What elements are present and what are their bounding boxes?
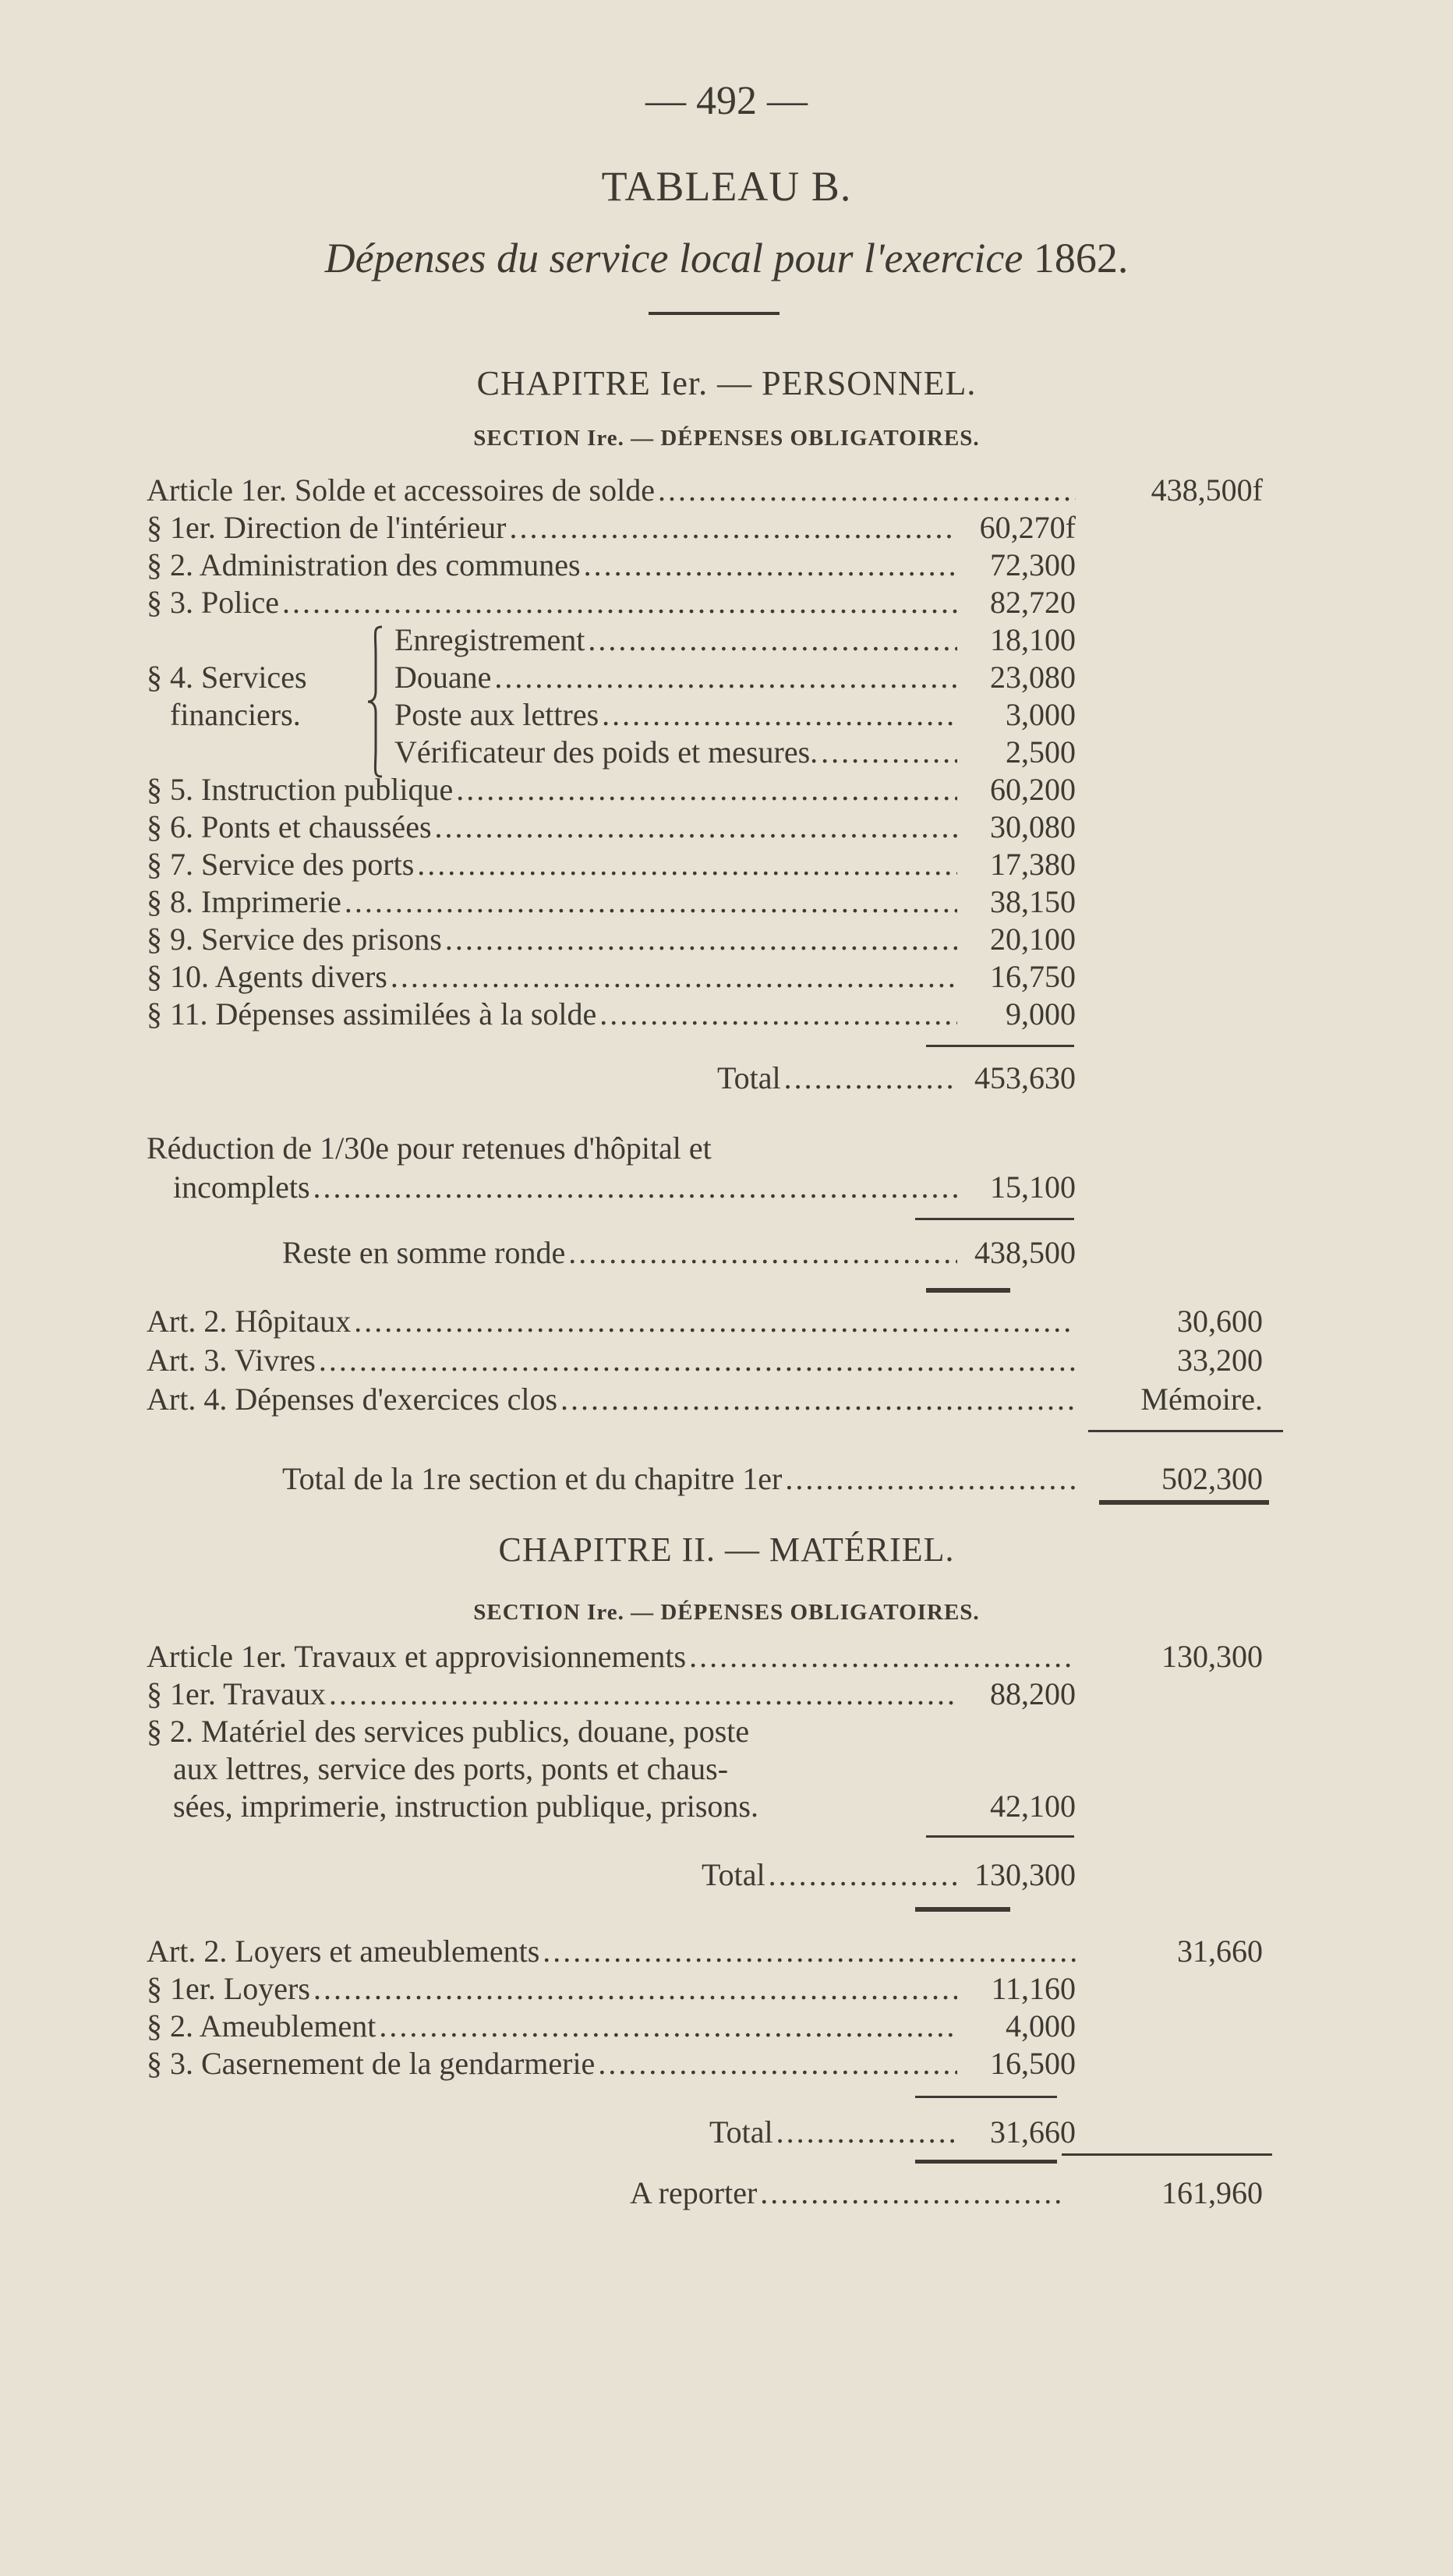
c1-item-value: 72,300 <box>990 547 1076 582</box>
c1-total-value: 453,630 <box>974 1060 1076 1095</box>
c1-item-value: 60,270f <box>979 510 1076 545</box>
c1-item-label: § 10. Agents divers <box>147 959 387 994</box>
subtitle-text: Dépenses du service local pour l'exercice <box>324 235 1023 281</box>
leader-dots <box>494 658 957 697</box>
leader-dots <box>560 1380 1076 1419</box>
services-row-value: 3,000 <box>1006 697 1076 732</box>
services-financiers-label-2: financiers. <box>170 697 301 732</box>
leader-dots <box>319 1341 1076 1380</box>
subtotal-rule <box>1088 1430 1283 1432</box>
c2-materiel-value: 42,100 <box>990 1789 1076 1824</box>
c1-reduction-label: incomplets <box>173 1169 310 1205</box>
subtotal-rule <box>926 1835 1074 1838</box>
c1-art-value: 33,200 <box>1177 1343 1263 1378</box>
c1-reduction-line1: Réduction de 1/30e pour retenues d'hôpital et <box>147 1131 712 1166</box>
c1-item-value: 9,000 <box>1006 996 1076 1031</box>
double-rule <box>926 1288 1010 1293</box>
c1-item-value: 20,100 <box>990 922 1076 957</box>
double-rule <box>915 1907 1010 1912</box>
c2-report-label: A reporter <box>630 2175 758 2210</box>
leader-dots <box>435 808 957 847</box>
c1-item-value: 60,200 <box>990 772 1076 807</box>
services-row-label: Enregistrement <box>394 622 585 657</box>
c2-item-value: 16,500 <box>990 2046 1076 2081</box>
c1-item-label: § 1er. Direction de l'intérieur <box>147 510 507 545</box>
leader-dots <box>391 957 957 996</box>
leader-dots <box>313 1168 957 1207</box>
leader-dots <box>689 1637 1076 1676</box>
c2-item-value: 11,160 <box>991 1971 1076 2006</box>
leader-dots <box>345 883 957 922</box>
subtotal-rule <box>915 1218 1074 1220</box>
c1-article-1-value: 438,500f <box>1151 472 1263 508</box>
c2-item-value: 4,000 <box>1006 2008 1076 2043</box>
title-rule <box>649 312 780 315</box>
double-rule <box>1099 1500 1269 1505</box>
c2-materiel-line2: aux lettres, service des ports, ponts et chaus- <box>173 1751 729 1786</box>
chapter-2-heading: CHAPITRE II. — MATÉRIEL. <box>498 1530 955 1569</box>
c1-item-label: § 6. Ponts et chaussées <box>147 809 432 844</box>
c1-item-value: 17,380 <box>990 847 1076 882</box>
c2-total1-value: 130,300 <box>974 1857 1076 1892</box>
c1-art-value: Mémoire. <box>1140 1382 1263 1417</box>
double-rule <box>915 2160 1057 2164</box>
c1-item-label: § 3. Police <box>147 585 279 620</box>
subtotal-rule <box>926 1045 1074 1047</box>
c2-total2-value: 31,660 <box>990 2114 1076 2150</box>
leader-dots <box>456 770 957 809</box>
c2-report-value: 161,960 <box>1161 2175 1263 2210</box>
c2-item-label: § 2. Ameublement <box>147 2008 377 2043</box>
c1-art-label: Art. 4. Dépenses d'exercices clos <box>147 1382 558 1417</box>
c1-item-label: § 5. Instruction publique <box>147 772 454 807</box>
leader-dots <box>760 2174 1063 2213</box>
services-financiers-label-1: § 4. Services <box>147 660 307 695</box>
services-row-label: Douane <box>394 660 492 695</box>
c1-item-label: § 11. Dépenses assimilées à la solde <box>147 996 597 1031</box>
c1-total-label: Total <box>717 1060 781 1095</box>
c1-art-label: Art. 2. Hôpitaux <box>147 1304 352 1339</box>
c1-art-label: Art. 3. Vivres <box>147 1343 316 1378</box>
c1-item-value: 16,750 <box>990 959 1076 994</box>
services-row-value: 2,500 <box>1006 734 1076 770</box>
page-subtitle <box>0 234 1453 282</box>
leader-dots <box>445 920 957 959</box>
leader-dots <box>329 1675 957 1714</box>
leader-dots <box>417 845 957 884</box>
c2-item-label: § 3. Casernement de la gendarmerie <box>147 2046 596 2081</box>
services-row-label: Poste aux lettres <box>394 697 599 732</box>
leader-dots <box>379 2007 957 2046</box>
c2-art2-value: 31,660 <box>1177 1934 1263 1969</box>
curly-brace-icon <box>365 624 387 780</box>
c1-item-value: 38,150 <box>990 884 1076 919</box>
c2-total1-label: Total <box>702 1857 765 1892</box>
c1-grand-total-value: 502,300 <box>1161 1461 1263 1496</box>
subtitle-year: 1862. <box>1033 235 1129 281</box>
c1-reduction-value: 15,100 <box>990 1169 1076 1205</box>
c1-item-value: 82,720 <box>990 585 1076 620</box>
c1-item-label: § 9. Service des prisons <box>147 922 442 957</box>
c2-art2-label: Art. 2. Loyers et ameublements <box>147 1934 540 1969</box>
leader-dots <box>658 471 1076 510</box>
c2-total2-label: Total <box>709 2114 773 2150</box>
c1-item-value: 30,080 <box>990 809 1076 844</box>
c1-item-label: § 2. Administration des communes <box>147 547 581 582</box>
leader-dots <box>313 1969 957 2008</box>
c2-materiel-line1: § 2. Matériel des services publics, douane, poste <box>147 1714 750 1749</box>
page-title: TABLEAU B. <box>601 163 852 210</box>
leader-dots <box>543 1932 1076 1971</box>
c1-art-value: 30,600 <box>1177 1304 1263 1339</box>
c2-item-label: § 1er. Loyers <box>147 1971 310 2006</box>
c2-article-1-value: 130,300 <box>1161 1639 1263 1674</box>
chapter-1-heading: CHAPITRE Ier. — PERSONNEL. <box>476 364 977 402</box>
subtotal-rule <box>1062 2153 1272 2156</box>
leader-dots <box>354 1302 1076 1341</box>
leader-dots <box>282 583 957 622</box>
c1-item-label: § 7. Service des ports <box>147 847 415 882</box>
chapter-1-section-heading: SECTION Ire. — DÉPENSES OBLIGATOIRES. <box>473 426 980 451</box>
subtotal-rule <box>915 2096 1057 2098</box>
services-row-label: Vérificateur des poids et mesures. <box>394 734 818 770</box>
c2-materiel-line3: sées, imprimerie, instruction publique, prisons. <box>173 1789 758 1824</box>
c2-article-1-label: Article 1er. Travaux et approvisionnements <box>147 1639 687 1674</box>
page-number: — 492 — <box>645 79 808 123</box>
chapter-2-section-heading: SECTION Ire. — DÉPENSES OBLIGATOIRES. <box>473 1600 980 1625</box>
c1-reste-label: Reste en somme ronde <box>282 1235 566 1270</box>
c1-article-1-label: Article 1er. Solde et accessoires de solde <box>147 472 655 508</box>
c1-grand-total-label: Total de la 1re section et du chapitre 1er <box>282 1461 783 1496</box>
services-row-value: 18,100 <box>990 622 1076 657</box>
leader-dots <box>785 1460 1076 1499</box>
c1-item-label: § 8. Imprimerie <box>147 884 341 919</box>
c2-item-value: 88,200 <box>990 1676 1076 1711</box>
services-row-value: 23,080 <box>990 660 1076 695</box>
c1-reste-value: 438,500 <box>974 1235 1076 1270</box>
c2-item-label: § 1er. Travaux <box>147 1676 326 1711</box>
